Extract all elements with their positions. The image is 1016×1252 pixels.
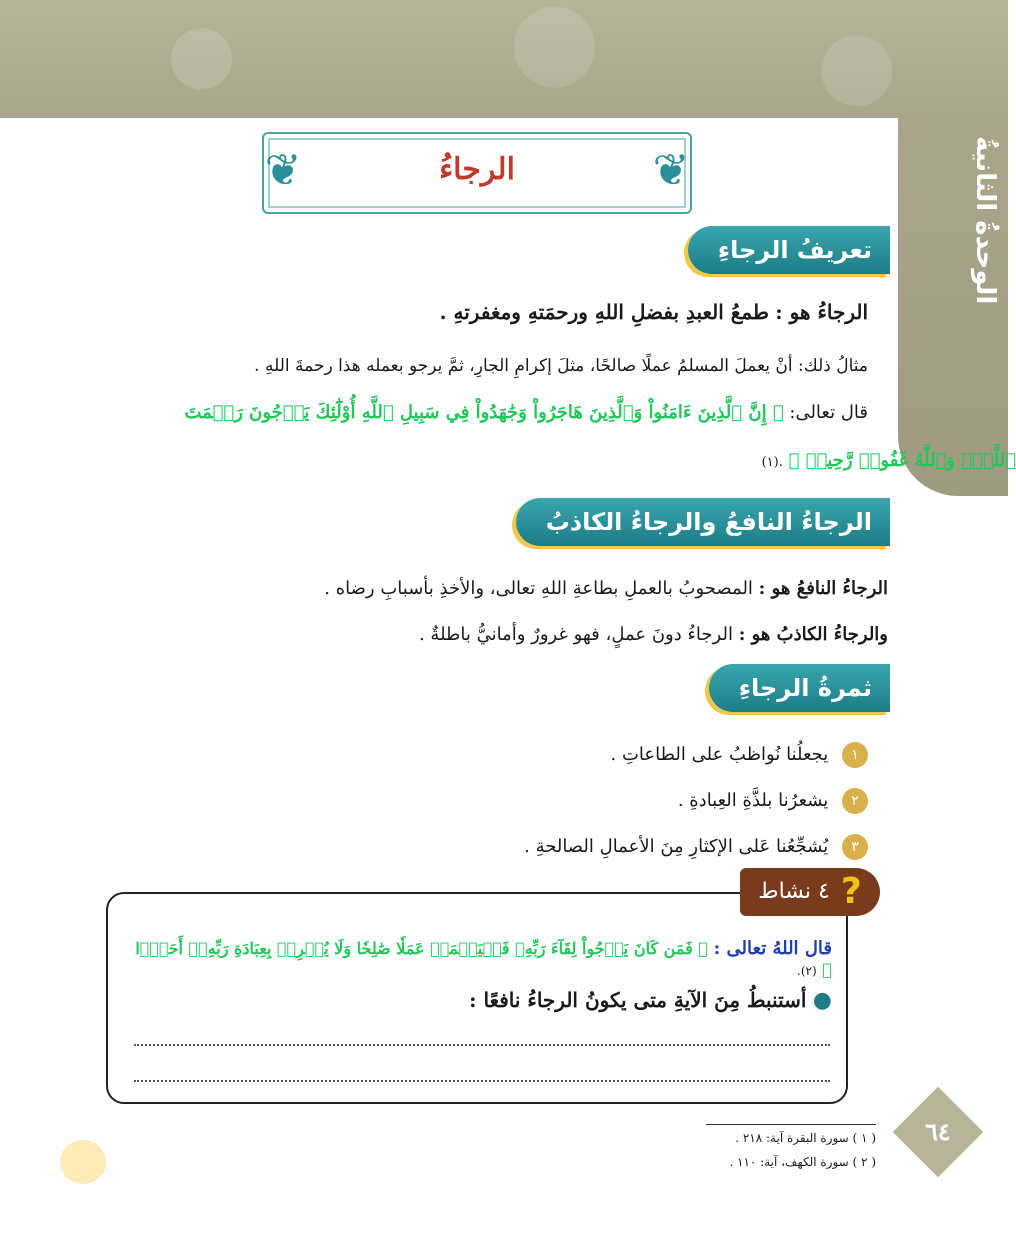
activity-question [469, 988, 832, 1013]
footnote-1: ( ١ ) سورة البقرة آية: ٢١٨ . [735, 1131, 876, 1145]
page-number-badge [893, 1087, 984, 1178]
beneficial-label: الرجاءُ النافعُ هو : [758, 578, 888, 599]
number-badge-icon: ١ [842, 742, 868, 768]
example-paragraph: مثالُ ذلك: أنْ يعملَ المسلمُ عملًا صالحًا، مثلَ إكرامِ الجارِ، ثمَّ يرجو بعمله هذا رحمةَ اللهِ . [254, 356, 868, 376]
definition-paragraph [440, 300, 868, 324]
answer-line-2[interactable] [134, 1080, 830, 1082]
fruit-text: يشعرُنا بلذَّةِ العِبادةِ . [677, 790, 829, 811]
activity-tag [740, 868, 880, 916]
footnotes [706, 1124, 876, 1169]
quran-verse-1b: ٱللَّهِۚ وَٱللَّهُ غَفُورٞ رَّحِيمٞ ﴾ [788, 450, 1016, 471]
definition-text: طمعُ العبدِ بفضلِ اللهِ ورحمَتهِ ومغفرتهِ . [439, 300, 769, 324]
fruit-item-3 [524, 834, 868, 860]
fruit-item-1 [611, 742, 868, 768]
section-heading-types: الرجاءُ النافعُ والرجاءُ الكاذبُ [516, 498, 890, 546]
verse-intro: قال تعالى: [789, 402, 868, 423]
false-label: والرجاءُ الكاذبُ هو : [738, 624, 888, 645]
answer-line-1[interactable] [134, 1044, 830, 1046]
quran-verse-1a: ﴿ إِنَّ ٱلَّذِينَ ءَامَنُواْ وَٱلَّذِينَ هَاجَرُواْ وَجَٰهَدُواْ فِي سَبِيلِ ٱللَّهِ أُوْلَٰٓئِكَ يَرۡجُونَ رَحۡمَتَ [184, 402, 784, 423]
activity-label: نشاط [758, 879, 812, 904]
page-number: ٦٤ [925, 1117, 951, 1146]
section-heading-definition: تعريفُ الرجاءِ [688, 226, 890, 274]
fruit-item-2 [678, 788, 868, 814]
false-text: الرجاءُ دونَ عملٍ، فهو غرورٌ وأمانيُّ باطلةٌ . [418, 624, 733, 645]
publisher-logo-icon [60, 1140, 106, 1184]
quran-verse-2: ﴿ فَمَن كَانَ يَرۡجُواْ لِقَآءَ رَبِّهِۦ فَلۡيَعۡمَلۡ عَمَلٗا صَٰلِحٗا وَلَا يُشۡرِكۡ بِعِبَادَةِ رَبِّهِۦٓ أَحَدَۢا ﴾ [135, 939, 832, 979]
fruit-text: يُشجِّعُنا عَلى الإكثارِ مِنَ الأعمالِ الصالحةِ . [524, 836, 829, 857]
definition-label: الرجاءُ هو : [775, 300, 868, 324]
fruit-text: يجعلُنا نُواظبُ على الطاعاتِ . [610, 744, 829, 765]
beneficial-paragraph [324, 578, 888, 599]
ornament-right-icon: ❦ [652, 145, 690, 196]
false-hope-paragraph [419, 624, 888, 645]
verse-line-2 [148, 450, 1016, 471]
bullet-icon: ● [812, 988, 832, 1013]
verse-ref-2: (٢). [797, 964, 817, 978]
activity-verse [132, 938, 832, 980]
ornament-left-icon: ❦ [264, 145, 302, 196]
lesson-title-frame [262, 132, 692, 214]
question-text: أستنبطُ مِنَ الآيةِ متى يكونُ الرجاءُ نافعًا : [469, 988, 807, 1012]
question-mark-icon: ? [840, 871, 862, 912]
footnote-2: ( ٢ ) سورة الكهف، آية: ١١٠ . [729, 1155, 876, 1169]
decorative-header-band [0, 0, 1008, 118]
verse-ref-1: .(١) [761, 455, 783, 470]
section-heading-fruits: ثمرةُ الرجاءِ [709, 664, 890, 712]
lesson-title: الرجاءُ [439, 152, 515, 187]
beneficial-text: المصحوبُ بالعملِ بطاعةِ اللهِ تعالى، والأخذِ بأسبابِ رضاه . [324, 578, 753, 599]
number-badge-icon: ٢ [842, 788, 868, 814]
number-badge-icon: ٣ [842, 834, 868, 860]
verse-line-1 [98, 402, 868, 423]
activity-verse-intro: قال اللهُ تعالى : [713, 938, 832, 959]
activity-num: ٤ [818, 879, 830, 904]
unit-title: الوحدةُ الثانيةُ [970, 135, 1000, 305]
